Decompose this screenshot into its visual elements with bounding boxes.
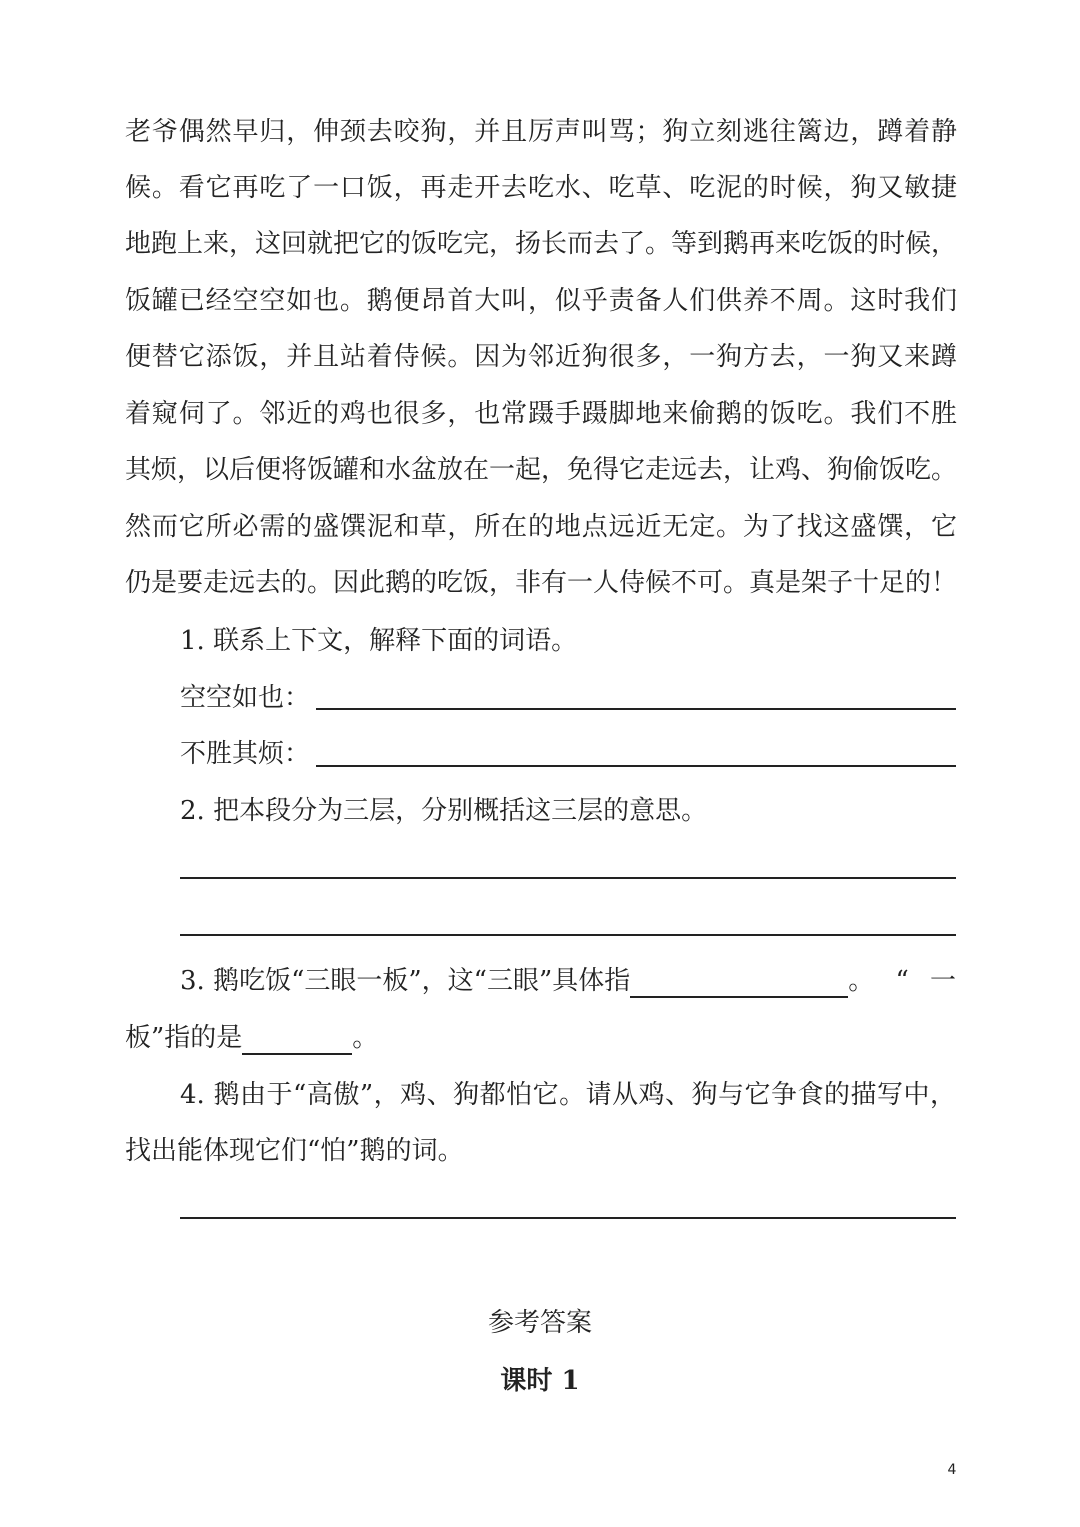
question-4-line-1: 4. 鹅由于“高傲”，鸡、狗都怕它。请从鸡、狗与它争食的描写中， — [180, 1080, 956, 1110]
question-2-prompt: 2. 把本段分为三层，分别概括这三层的意思。 — [180, 796, 708, 826]
passage-line: 仍是要走远去的。因此鹅的吃饭，非有一人侍候不可。真是架子十足的！ — [125, 568, 958, 598]
page-number: 4 — [947, 1462, 957, 1478]
question-1-term-1: 空空如也： — [180, 683, 311, 713]
passage-line: 便替它添饭，并且站着侍候。因为邻近狗很多，一狗方去，一狗又来蹲 — [125, 342, 957, 372]
question-3-part-1: 3. 鹅吃饭“三眼一板”，这“三眼”具体指 — [180, 966, 631, 996]
answer-blank-q3-three-eyes[interactable] — [630, 970, 848, 998]
question-4-line-2: 找出能体现它们“怕”鹅的词。 — [125, 1136, 464, 1166]
question-1-prompt: 1. 联系上下文，解释下面的词语。 — [180, 626, 578, 656]
answer-blank-term-1[interactable] — [316, 708, 956, 710]
answer-blank-q3-one-board[interactable] — [242, 1027, 352, 1055]
question-3-part-2: 。“一 — [848, 966, 956, 996]
passage-line: 着窥伺了。邻近的鸡也很多，也常蹑手蹑脚地来偷鹅的饭吃。我们不胜 — [125, 399, 957, 429]
question-1-term-2: 不胜其烦： — [180, 739, 311, 769]
passage-line: 其烦，以后便将饭罐和水盆放在一起，免得它走远去，让鸡、狗偷饭吃。 — [125, 455, 958, 485]
answer-blank-q4[interactable] — [180, 1217, 956, 1219]
lesson-heading: 课时 1 — [500, 1366, 580, 1396]
answers-title: 参考答案 — [487, 1308, 592, 1338]
answer-blank-term-2[interactable] — [316, 765, 956, 767]
answer-blank-q2-line-1[interactable] — [180, 877, 956, 879]
passage-line: 地跑上来，这回就把它的饭吃完，扬长而去了。等到鹅再来吃饭的时候， — [125, 229, 958, 259]
question-3-line-2 — [125, 1021, 378, 1055]
question-3-line-1 — [180, 964, 956, 998]
answer-blank-q2-line-2[interactable] — [180, 934, 956, 936]
passage-line: 候。看它再吃了一口饭，再走开去吃水、吃草、吃泥的时候，狗又敏捷 — [125, 173, 957, 203]
question-3-part-4: 。 — [352, 1023, 379, 1053]
passage-line: 老爷偶然早归，伸颈去咬狗，并且厉声叫骂；狗立刻逃往篱边，蹲着静 — [125, 117, 957, 147]
passage-line: 然而它所必需的盛馔泥和草，所在的地点远近无定。为了找这盛馔，它 — [125, 512, 957, 542]
passage-line: 饭罐已经空空如也。鹅便昂首大叫，似乎责备人们供养不周。这时我们 — [125, 286, 957, 316]
question-3-part-3: 板”指的是 — [125, 1023, 243, 1053]
